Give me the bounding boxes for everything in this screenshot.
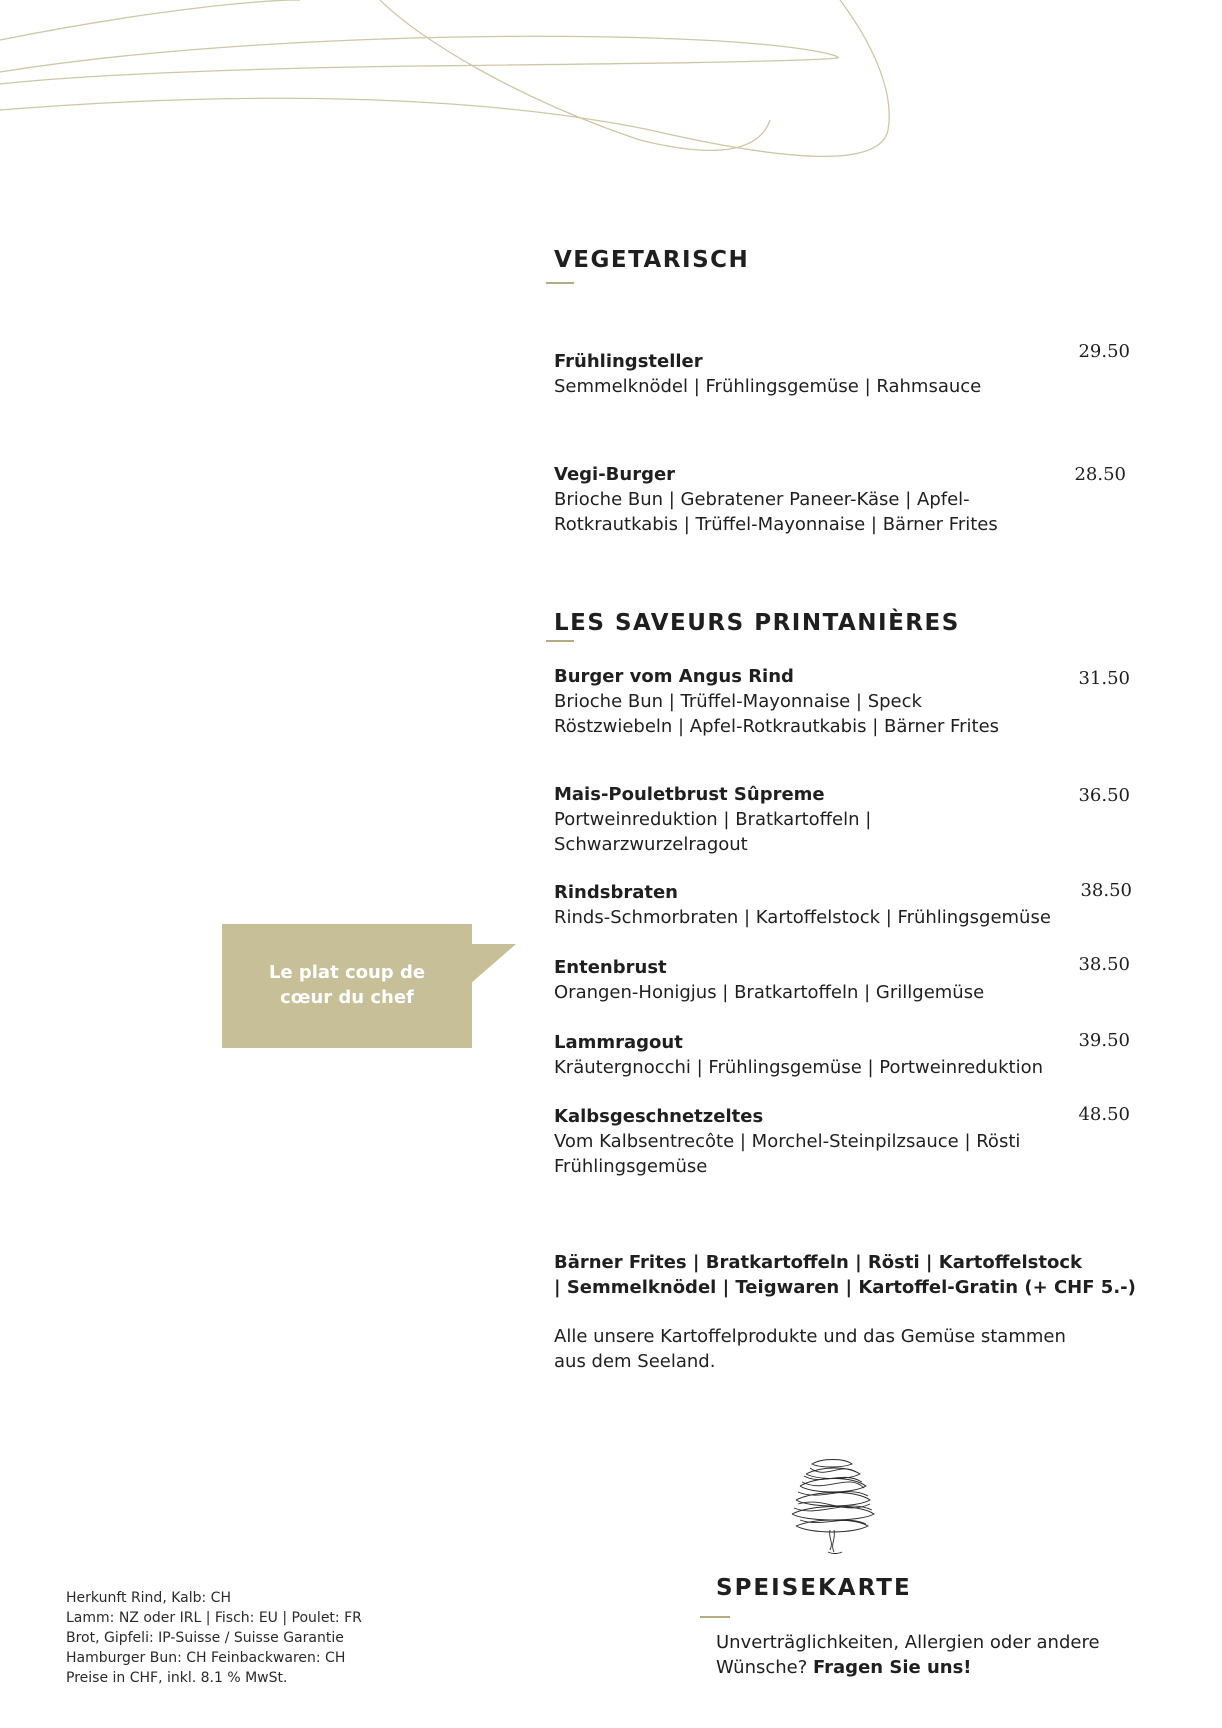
item-description: Röstzwiebeln | Apfel-Rotkrautkabis | Bärner Frites: [554, 716, 1000, 737]
item-description: Brioche Bun | Trüffel-Mayonnaise | Speck: [554, 691, 922, 712]
section-title-vegetarisch: VEGETARISCH: [554, 247, 750, 273]
item-description: Brioche Bun | Gebratener Paneer-Käse | Apfel-: [554, 489, 970, 510]
menu-item: [554, 349, 1044, 399]
side-dishes-line: | Semmelknödel | Teigwaren | Kartoffel-Gratin (+ CHF 5.-): [554, 1277, 1136, 1298]
item-name: Kalbsgeschnetzeltes: [554, 1106, 764, 1127]
allergy-ask-us: Fragen Sie uns!: [813, 1657, 972, 1678]
item-price: 31.50: [1078, 668, 1130, 689]
footer-line: Brot, Gipfeli: IP-Suisse / Suisse Garantie: [66, 1630, 344, 1646]
menu-item: [554, 782, 1044, 857]
item-name: Entenbrust: [554, 957, 667, 978]
allergy-question: Wünsche?: [716, 1657, 814, 1678]
brand-title: SPEISEKARTE: [716, 1575, 912, 1601]
item-name: Rindsbraten: [554, 882, 678, 903]
chef-callout: [222, 924, 472, 1048]
item-price: 38.50: [1080, 880, 1132, 901]
menu-item: [554, 664, 1044, 739]
callout-text: [222, 960, 472, 1010]
side-dishes-line: Bärner Frites | Bratkartoffeln | Rösti | Kartoffelstock: [554, 1252, 1082, 1273]
item-name: Frühlingsteller: [554, 351, 703, 372]
origin-note-line: aus dem Seeland.: [554, 1351, 716, 1372]
item-description: Portweinreduktion | Bratkartoffeln |: [554, 809, 872, 830]
origin-footer: [66, 1588, 362, 1688]
allergy-line: [716, 1655, 1100, 1680]
callout-text-line: cœur du chef: [280, 987, 414, 1008]
footer-line: Lamm: NZ oder IRL | Fisch: EU | Poulet: FR: [66, 1610, 362, 1626]
item-price: 39.50: [1078, 1030, 1130, 1051]
item-description: Rotkrautkabis | Trüffel-Mayonnaise | Bärner Frites: [554, 514, 998, 535]
item-price: 29.50: [1078, 341, 1130, 362]
item-price: 48.50: [1078, 1104, 1130, 1125]
item-name: Burger vom Angus Rind: [554, 666, 794, 687]
scribble-tree-logo-icon: [782, 1456, 882, 1560]
brand-rule: [700, 1616, 730, 1618]
item-description: Schwarzwurzelragout: [554, 834, 748, 855]
item-name: Lammragout: [554, 1032, 683, 1053]
callout-text-line: Le plat coup de: [268, 962, 426, 983]
section-rule: [546, 282, 574, 284]
item-description: Orangen-Honigjus | Bratkartoffeln | Grillgemüse: [554, 982, 985, 1003]
item-description: Vom Kalbsentrecôte | Morchel-Steinpilzsauce | Rösti: [554, 1131, 1021, 1152]
footer-line: Herkunft Rind, Kalb: CH: [66, 1590, 231, 1606]
menu-item: [554, 462, 1044, 537]
item-name: Mais-Pouletbrust Sûpreme: [554, 784, 825, 805]
callout-pointer-icon: [470, 944, 516, 984]
section-title-les-saveurs: LES SAVEURS PRINTANIÈRES: [554, 610, 960, 636]
footer-line: Preise in CHF, inkl. 8.1 % MwSt.: [66, 1670, 288, 1686]
item-name: Vegi-Burger: [554, 464, 676, 485]
item-price: 36.50: [1078, 785, 1130, 806]
allergy-note: [716, 1630, 1100, 1680]
item-description: Semmelknödel | Frühlingsgemüse | Rahmsauce: [554, 376, 982, 397]
menu-item: [554, 880, 1051, 930]
item-price: 38.50: [1078, 954, 1130, 975]
menu-item: [554, 1030, 1044, 1080]
section-rule: [546, 640, 574, 642]
menu-item: [554, 1104, 1044, 1179]
footer-line: Hamburger Bun: CH Feinbackwaren: CH: [66, 1650, 346, 1666]
item-price: 28.50: [1074, 464, 1126, 485]
allergy-line: Unverträglichkeiten, Allergien oder andere: [716, 1632, 1100, 1653]
menu-item: [554, 955, 1044, 1005]
item-description: Frühlingsgemüse: [554, 1156, 708, 1177]
side-dishes: [554, 1250, 1136, 1300]
item-description: Kräutergnocchi | Frühlingsgemüse | Portweinreduktion: [554, 1057, 1043, 1078]
origin-note-line: Alle unsere Kartoffelprodukte und das Gemüse stammen: [554, 1326, 1066, 1347]
item-description: Rinds-Schmorbraten | Kartoffelstock | Frühlingsgemüse: [554, 907, 1051, 928]
decorative-swirl-icon: [0, 0, 1222, 200]
origin-note: [554, 1324, 1066, 1374]
